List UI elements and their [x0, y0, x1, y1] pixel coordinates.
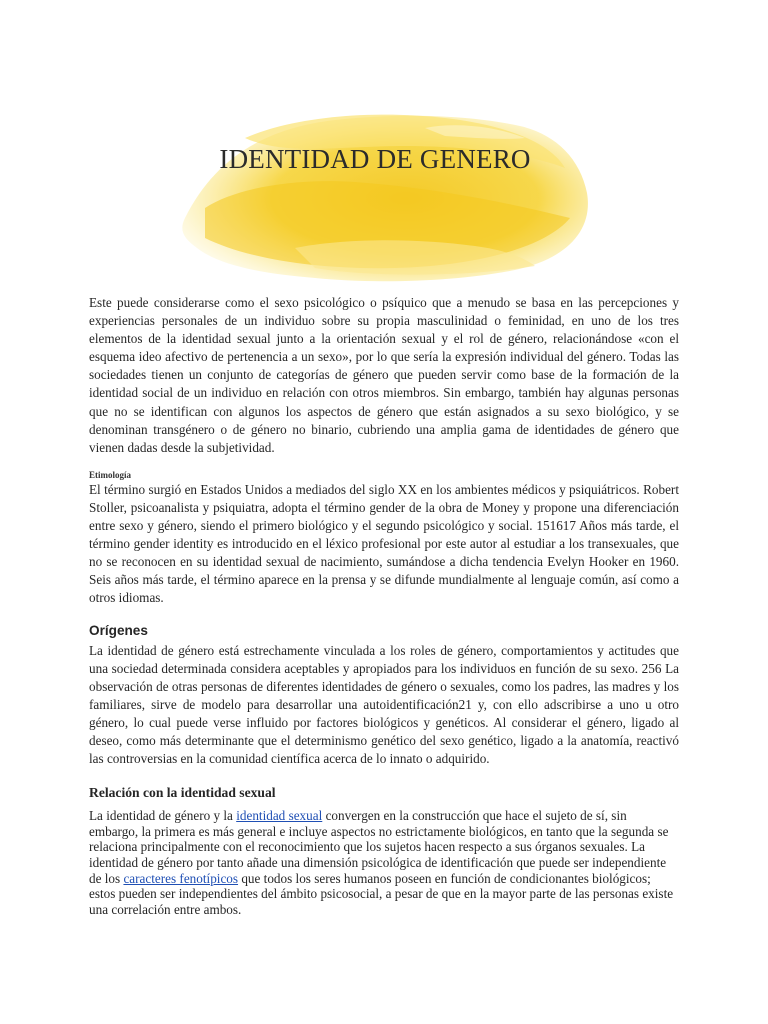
identidad-sexual-link[interactable]: identidad sexual [236, 808, 323, 824]
relacion-text-3: que todos los seres humanos poseen en función de condicionantes biológicos; estos pueden ser independientes del ámbito psicosocial, a pesar de que en la mayor parte de las personas existe una correlación entre ambos. [89, 870, 674, 917]
caracteres-fenotipicos-link[interactable]: caracteres fenotípicos [123, 870, 239, 886]
relacion-heading: Relación con la identidad sexual [89, 785, 276, 801]
document-title: IDENTIDAD DE GENERO [219, 144, 531, 174]
etimologia-heading: Etimología [89, 469, 131, 480]
watercolor-splash-icon [175, 98, 595, 288]
origenes-heading: Orígenes [89, 622, 148, 638]
relacion-text-2: convergen en la construcción que hace el sujeto de sí, sin embargo, la primera es más general e incluye aspectos no estrictamente biológicos, en tanto que la segunda se relaciona principalmente con el reconocimiento que los sujetos hacen respecto a sus órganos sexuales. La identidad de género por tanto añade una dimensión psicológica de identificación que puede ser independiente de los [89, 808, 669, 886]
origenes-paragraph: La identidad de género está estrechamente vinculada a los roles de género, comportamientos y actitudes que una sociedad determinada considera aceptables y apropiados para los individuos en función de su sexo. 256 La observación de otras personas de diferentes identidades de género o sexuales, como los padres, las madres y los familiares, sirve de modelo para desarrollar una autoidentificación21 y, con ello adscribirse a uno u otro género, lo cual puede verse influido por factores biológicos y genéticos. Al considerar el género, ligado al deseo, como más determinante que el determinismo genético del sexo genético, ligado a la anatomía, reactivó las controversias en la comunidad científica acerca de lo innato o adquirido. [89, 642, 679, 767]
title-banner [175, 98, 595, 288]
intro-paragraph: Este puede considerarse como el sexo psicológico o psíquico que a menudo se basa en las percepciones y experiencias personales de un individuo sobre su propia masculinidad o feminidad, en uno de los tres elementos de la identidad sexual junto a la orientación sexual y el rol de género, relacionándose «con el esquema ideo afectivo de pertenencia a un sexo», por lo que sería la expresión individual del género. Todas las sociedades tienen un conjunto de categorías de género que pueden servir como base de la formación de la identidad social de un individuo en relación con otros miembros. Sin embargo, también hay algunas personas que no se identifican con algunos los aspectos de género que están asignados a su sexo biológico, y se denominan transgénero o de género no binario, cubriendo una amplia gama de identidades de género que vienen dadas desde la subjetividad. [89, 295, 679, 455]
document-body [89, 294, 679, 917]
etimologia-paragraph: El término surgió en Estados Unidos a mediados del siglo XX en los ambientes médicos y psiquiátricos. Robert Stoller, psicoanalista y psiquiatra, adopta el término gender de la obra de Money y propone una diferenciación entre sexo y género, siendo el primero biológico y el segundo psicológico y social. 151617 Años más tarde, el término gender identity es introducido en el léxico profesional por este autor al estudiar a los transexuales, que no se reconocen en su identidad sexual de nacimiento, sumándose a dicha tendencia Evelyn Hooker en 1960. Seis años más tarde, el término aparece en la prensa y se difunde mundialmente al lenguaje común, así como a otros idiomas. [89, 481, 679, 606]
relacion-text-1: La identidad de género y la [89, 808, 237, 824]
relacion-paragraph [89, 808, 679, 917]
